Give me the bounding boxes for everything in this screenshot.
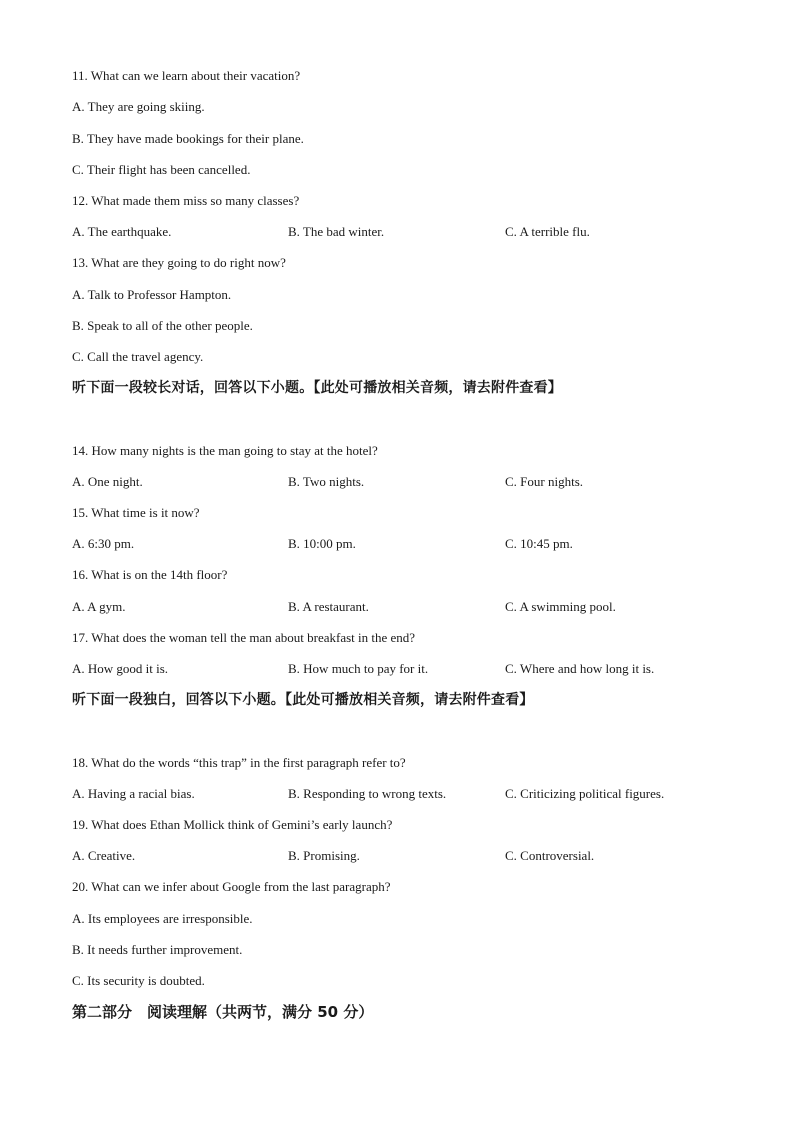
q19-option-c: C. Controversial.: [505, 848, 595, 863]
question-19: 19. What does Ethan Mollick think of Gemini’s early launch?: [72, 817, 393, 832]
q16-option-c: C. A swimming pool.: [505, 599, 616, 614]
q11-option-b: B. They have made bookings for their plane.: [72, 131, 304, 146]
q17-option-a: A. How good it is.: [72, 661, 169, 676]
q14-option-a: A. One night.: [72, 474, 143, 489]
q11-option-a: A. They are going skiing.: [72, 99, 205, 114]
q14-option-b: B. Two nights.: [288, 474, 365, 489]
q12-options: [72, 224, 752, 240]
question-11: 11. What can we learn about their vacation?: [72, 68, 301, 83]
q11-option-c: C. Their flight has been cancelled.: [72, 162, 251, 177]
q13-option-c: C. Call the travel agency.: [72, 349, 204, 364]
q12-option-b: B. The bad winter.: [288, 224, 385, 239]
listening-instruction-monologue: 听下面一段独白，回答以下小题。【此处可播放相关音频，请去附件查看】: [72, 692, 534, 708]
q19-option-b: B. Promising.: [288, 848, 360, 863]
q15-options: [72, 536, 752, 552]
q14-option-c: C. Four nights.: [505, 474, 584, 489]
question-18: 18. What do the words “this trap” in the first paragraph refer to?: [72, 755, 406, 770]
q18-option-c: C. Criticizing political figures.: [505, 786, 665, 801]
q20-option-a: A. Its employees are irresponsible.: [72, 911, 253, 926]
q16-option-a: A. A gym.: [72, 599, 126, 614]
q12-option-c: C. A terrible flu.: [505, 224, 590, 239]
q18-option-b: B. Responding to wrong texts.: [288, 786, 447, 801]
listening-instruction-dialogue: 听下面一段较长对话，回答以下小题。【此处可播放相关音频，请去附件查看】: [72, 380, 562, 396]
question-12: 12. What made them miss so many classes?: [72, 193, 300, 208]
section-title-reading: 第二部分 阅读理解（共两节，满分 50 分）: [72, 1003, 374, 1021]
q13-option-b: B. Speak to all of the other people.: [72, 318, 253, 333]
q20-option-c: C. Its security is doubted.: [72, 973, 205, 988]
q15-option-a: A. 6:30 pm.: [72, 536, 135, 551]
q13-option-a: A. Talk to Professor Hampton.: [72, 287, 232, 302]
q14-options: [72, 474, 752, 490]
q19-options: [72, 848, 752, 864]
q19-option-a: A. Creative.: [72, 848, 136, 863]
q17-option-c: C. Where and how long it is.: [505, 661, 655, 676]
q18-options: [72, 786, 752, 802]
question-15: 15. What time is it now?: [72, 505, 200, 520]
question-20: 20. What can we infer about Google from the last paragraph?: [72, 879, 391, 894]
question-17: 17. What does the woman tell the man about breakfast in the end?: [72, 630, 416, 645]
q15-option-c: C. 10:45 pm.: [505, 536, 573, 551]
q12-option-a: A. The earthquake.: [72, 224, 172, 239]
q17-options: [72, 661, 752, 677]
q18-option-a: A. Having a racial bias.: [72, 786, 195, 801]
q16-option-b: B. A restaurant.: [288, 599, 369, 614]
q20-option-b: B. It needs further improvement.: [72, 942, 243, 957]
question-14: 14. How many nights is the man going to stay at the hotel?: [72, 443, 378, 458]
q15-option-b: B. 10:00 pm.: [288, 536, 356, 551]
question-13: 13. What are they going to do right now?: [72, 255, 286, 270]
question-16: 16. What is on the 14th floor?: [72, 567, 228, 582]
q17-option-b: B. How much to pay for it.: [288, 661, 429, 676]
q16-options: [72, 599, 752, 615]
